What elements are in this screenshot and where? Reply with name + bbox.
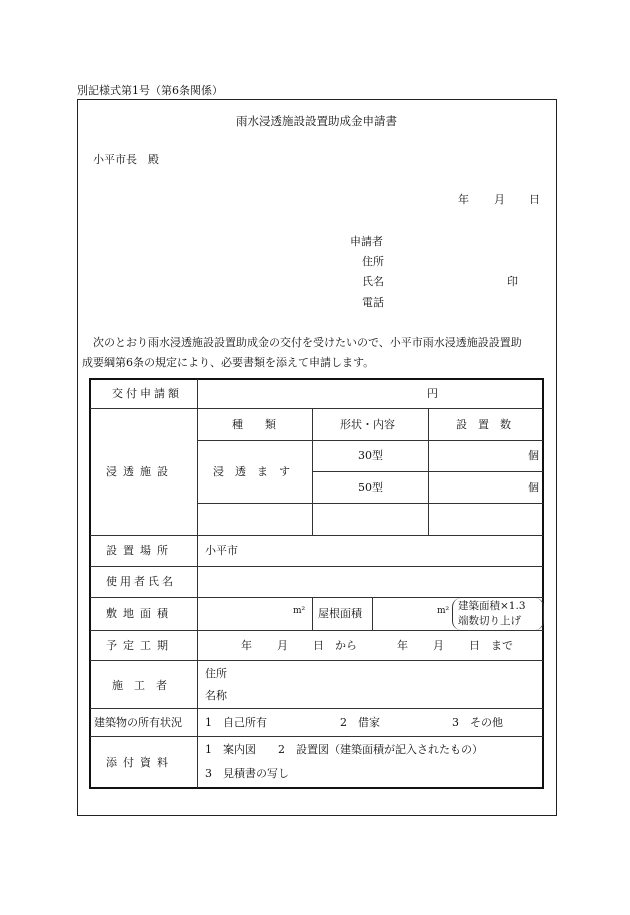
table-rule	[90, 736, 543, 737]
table-rule	[90, 660, 543, 661]
attachments-line-1: 1 案内図 2 設置図（建築面積が記入されたもの）	[205, 743, 483, 756]
intro-line-2: 成要綱第6条の規定により、必要書類を添えて申請します。	[82, 356, 375, 369]
grant-amount-unit: 円	[427, 387, 438, 400]
attachments-label: 添付資料	[106, 756, 174, 769]
schedule-label: 予定工期	[106, 639, 174, 652]
ownership-option-1: 1 自己所有	[205, 716, 267, 729]
table-rule	[90, 630, 543, 631]
applicant-phone-label: 電話	[362, 296, 384, 309]
schedule-day-to: 日 まで	[469, 639, 513, 652]
table-rule	[312, 597, 313, 630]
date-day: 日	[529, 193, 540, 206]
roof-area-label: 屋根面積	[318, 607, 362, 620]
contractor-label: 施 工 者	[112, 679, 167, 692]
schedule-month-2: 月	[433, 639, 444, 652]
col-shape-header: 形状・内容	[340, 418, 395, 431]
table-rule	[428, 408, 429, 535]
col-type-header: 種 類	[232, 418, 276, 431]
ownership-option-3: 3 その他	[452, 716, 503, 729]
applicant-heading: 申請者	[350, 235, 383, 248]
facility-label: 浸透施設	[106, 465, 174, 478]
table-rule	[90, 535, 543, 536]
date-year: 年	[458, 193, 469, 206]
site-area-unit: m²	[293, 606, 306, 616]
schedule-year-1: 年	[241, 639, 252, 652]
site-area-label: 敷地面積	[106, 607, 174, 620]
ownership-option-2: 2 借家	[340, 716, 380, 729]
table-rule	[197, 379, 198, 788]
date-month: 月	[494, 193, 505, 206]
roof-area-unit: m²	[437, 606, 450, 616]
table-rule	[90, 408, 543, 409]
schedule-month-1: 月	[277, 639, 288, 652]
document-title: 雨水浸透施設設置助成金申請書	[236, 114, 397, 128]
contractor-address-label: 住所	[205, 667, 227, 680]
location-value: 小平市	[205, 544, 238, 557]
table-rule	[372, 597, 373, 630]
ownership-label: 建築物の所有状況	[94, 716, 182, 729]
table-rule	[90, 708, 543, 709]
user-name-label: 使用者氏名	[106, 575, 176, 588]
applicant-name-label: 氏名	[362, 275, 384, 288]
location-label: 設置場所	[106, 544, 174, 557]
applicant-address-label: 住所	[362, 255, 384, 268]
table-rule	[198, 503, 543, 504]
roof-area-note-1: 建築面積×1.3	[458, 600, 526, 612]
shape-30: 30型	[358, 449, 383, 462]
table-rule	[198, 440, 543, 441]
table-rule	[312, 408, 313, 535]
addressee: 小平市長 殿	[93, 153, 159, 166]
col-count-header: 設 置 数	[456, 418, 511, 431]
facility-type-value: 浸 透 ま す	[213, 465, 290, 478]
roof-area-note-2: 端数切り上げ	[458, 615, 521, 627]
attachments-line-2: 3 見積書の写し	[205, 767, 289, 780]
schedule-year-2: 年	[397, 639, 408, 652]
shape-50: 50型	[358, 481, 383, 494]
grant-amount-label: 交付申請額	[112, 387, 182, 400]
schedule-day-from: 日 から	[313, 639, 357, 652]
count-unit-50: 個	[528, 481, 539, 494]
contractor-name-label: 名称	[205, 689, 227, 702]
table-rule	[90, 566, 543, 567]
form-number: 別記様式第1号（第6条関係）	[77, 84, 223, 97]
intro-line-1: 次のとおり雨水浸透施設設置助成金の交付を受けたいので、小平市雨水浸透施設設置助	[93, 336, 522, 349]
applicant-seal: 印	[507, 275, 518, 288]
count-unit-30: 個	[528, 449, 539, 462]
